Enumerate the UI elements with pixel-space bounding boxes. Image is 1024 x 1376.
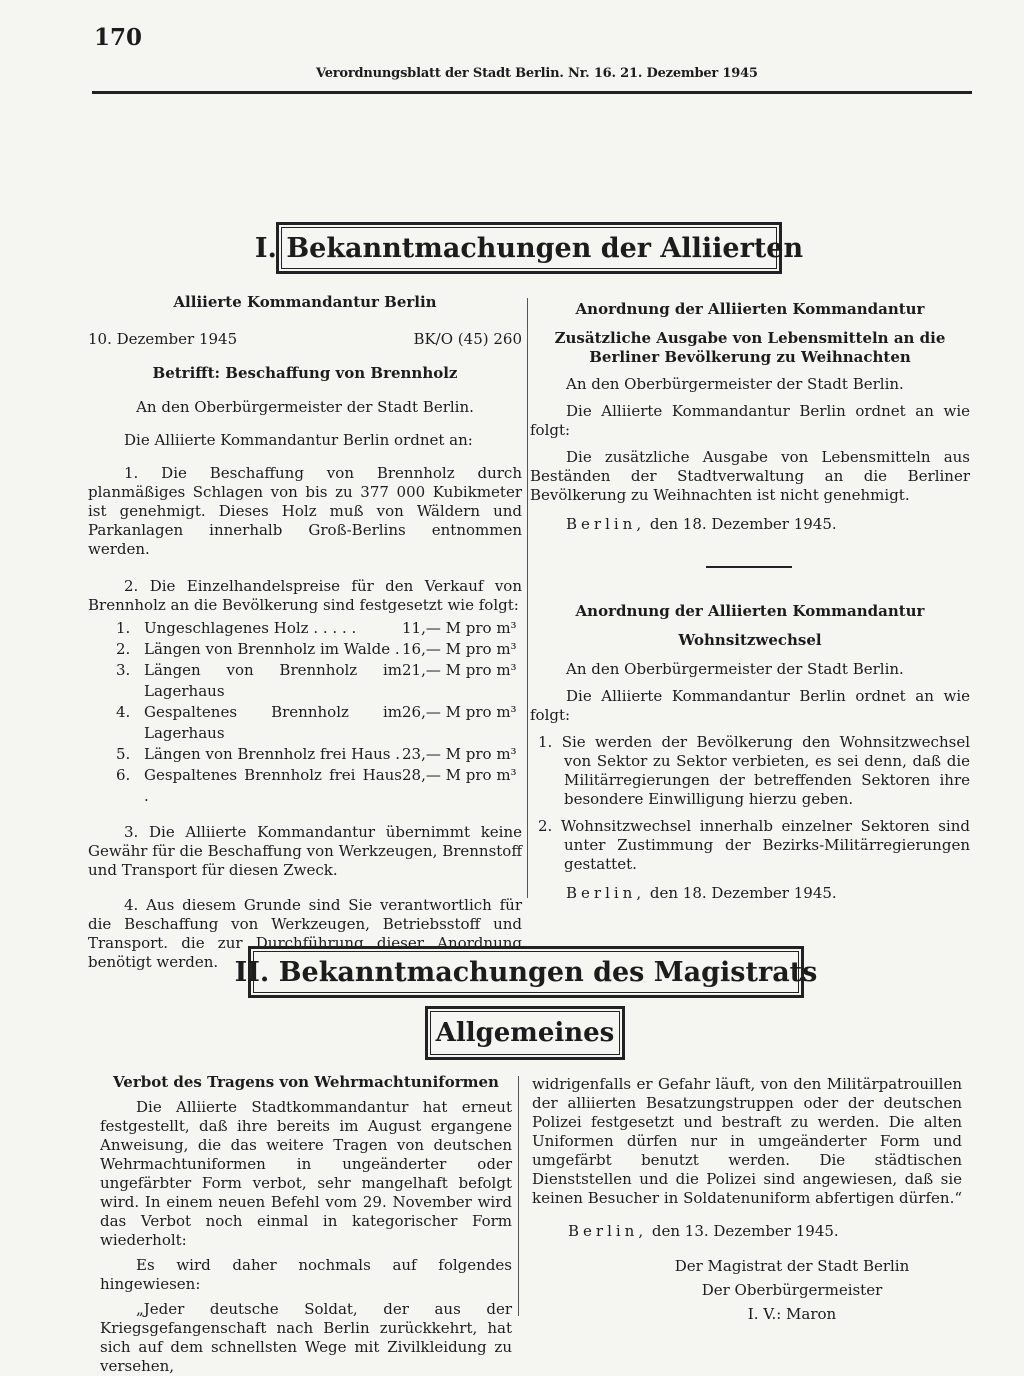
order2-date: den 18. Dezember 1945. xyxy=(649,884,837,902)
paragraph-3: 3. Die Alliierte Kommandantur übernimmt keine Gewähr für die Beschaffung von Werkzeugen, Brennstoff und Transport für diesen Zweck. xyxy=(88,823,522,879)
price-value: 28,— M pro m³ xyxy=(402,766,517,784)
price-item: Längen von Brennholz im Lagerhaus xyxy=(144,661,402,700)
order1-intro: Die Alliierte Kommandantur Berlin ordnet an wie folgt: xyxy=(530,402,970,439)
section-separator xyxy=(706,566,792,568)
date-line xyxy=(88,330,522,349)
price-value: 16,— M pro m³ xyxy=(402,640,517,658)
column-divider xyxy=(527,298,528,898)
paragraph-2: 2. Die Einzelhandelspreise für den Verkauf von Brennholz an die Bevölkerung sind festgesetzt wie folgt: xyxy=(88,577,522,614)
subject-line: Betrifft: Beschaffung von Brennholz xyxy=(152,364,458,382)
price-value: 23,— M pro m³ xyxy=(402,745,517,763)
order2-title: Anordnung der Alliierten Kommandantur xyxy=(575,602,925,620)
price-row xyxy=(116,765,522,807)
price-item: Ungeschlagenes Holz . . . . . xyxy=(144,619,357,637)
page-number: 170 xyxy=(94,24,143,51)
notice-paragraph-2: Es wird daher nochmals auf folgendes hingewiesen: xyxy=(100,1256,512,1293)
order1-title: Anordnung der Alliierten Kommandantur xyxy=(575,300,925,318)
price-item: Gespaltenes Brennholz frei Haus . xyxy=(144,766,402,805)
notice-place: Berlin, xyxy=(568,1222,648,1240)
order2-date-line xyxy=(530,884,970,903)
section1-left-column xyxy=(88,293,522,972)
price-num: 1. xyxy=(116,619,131,637)
section2-left-column xyxy=(100,1073,512,1376)
price-num: 6. xyxy=(116,766,131,784)
order2-intro: Die Alliierte Kommandantur Berlin ordnet an wie folgt: xyxy=(530,687,970,724)
authority-heading: Alliierte Kommandantur Berlin xyxy=(173,293,437,311)
signatory-2: Der Oberbürgermeister xyxy=(701,1281,883,1299)
price-value: 21,— M pro m³ xyxy=(402,661,517,679)
signatory-1: Der Magistrat der Stadt Berlin xyxy=(674,1257,910,1275)
order-date: 10. Dezember 1945 xyxy=(88,330,238,348)
notice-paragraph-1: Die Alliierte Stadtkommandantur hat erneut festgestellt, daß ihre bereits im August ergangene Anweisung, die das weitere Tragen von deutschen Wehrmachtuniformen in ungeänderter oder ungefärbter Form verbot, sehr mangelhaft befolgt wird. In einem neuen Befehl vom 29. November wird das Verbot noch einmal in kategorischer Form wiederholt: xyxy=(100,1098,512,1249)
price-item: Gespaltenes Brennholz im Lagerhaus xyxy=(144,703,402,742)
order2-place: Berlin, xyxy=(566,884,646,902)
notice-heading: Verbot des Tragens von Wehrmachtuniformen xyxy=(113,1073,499,1091)
notice-continuation: widrigenfalls er Gefahr läuft, von den Militärpatrouillen der alliierten Besatzungstruppen oder der deutschen Polizei festgesetzt und bestraft zu werden. Die alten Uniformen dürfen nur in umgeänderter Form und umgefärbt benutzt werden. Die städtischen Dienststellen und die Polizei sind angewiesen, daß sie keinen Besucher in Soldatenuniform abfertigen dürfen.“ xyxy=(532,1075,963,1207)
order2-item-2: 2. Wohnsitzwechsel innerhalb einzelner Sektoren sind unter Zustimmung der Bezirks-Militärregierungen gestattet. xyxy=(538,817,970,873)
signatory-3: I. V.: Maron xyxy=(747,1305,837,1323)
price-table xyxy=(88,618,522,807)
section2-right-column xyxy=(532,1075,962,1324)
price-row xyxy=(116,702,522,744)
running-head: Verordnungsblatt der Stadt Berlin. Nr. 16. 21. Dezember 1945 xyxy=(316,66,758,81)
notice-date: den 13. Dezember 1945. xyxy=(651,1222,839,1240)
price-num: 2. xyxy=(116,640,131,658)
order-reference: BK/O (45) 260 xyxy=(413,330,522,348)
order1-date: den 18. Dezember 1945. xyxy=(649,515,837,533)
section1-right-column xyxy=(530,300,970,534)
order2-item-1: 1. Sie werden der Bevölkerung den Wohnsitzwechsel von Sektor zu Sektor verbieten, es sei denn, daß die Militärregierungen der betreffenden Sektoren ihre besondere Einwilligung hierzu geben. xyxy=(538,733,970,808)
price-item: Längen von Brennholz im Walde . xyxy=(144,640,400,658)
notice-date-line xyxy=(532,1222,962,1241)
paragraph-1: 1. Die Beschaffung von Brennholz durch planmäßiges Schlagen von bis zu 377 000 Kubikmeter ist genehmigt. Dieses Holz muß von Wäldern und Parkanlagen innerhalb Groß-Berlins entnommen werden. xyxy=(88,464,522,558)
intro-line: Die Alliierte Kommandantur Berlin ordnet an: xyxy=(124,431,473,449)
order1-place: Berlin, xyxy=(566,515,646,533)
price-row xyxy=(116,618,522,639)
section1-title: I. Bekanntmachungen der Alliierten xyxy=(276,222,782,274)
paragraph-4: 4. Aus diesem Grunde sind Sie verantwortlich für die Beschaffung von Werkzeugen, Betriebsstoff und Transport. die zur Durchführung dieser Anordnung benötigt werden. xyxy=(88,896,522,971)
price-num: 5. xyxy=(116,745,131,763)
order1-addressee: An den Oberbürgermeister der Stadt Berlin. xyxy=(566,375,904,393)
column-divider-2 xyxy=(518,1076,519,1316)
price-item: Längen von Brennholz frei Haus . xyxy=(144,745,401,763)
addressee: An den Oberbürgermeister der Stadt Berlin. xyxy=(136,398,474,416)
notice-paragraph-3: „Jeder deutsche Soldat, der aus der Kriegsgefangenschaft nach Berlin zurückkehrt, hat sich auf dem schnellsten Wege mit Zivilkleidung zu versehen, xyxy=(100,1300,512,1375)
order2-subtitle: Wohnsitzwechsel xyxy=(678,631,822,649)
order1-subtitle: Zusätzliche Ausgabe von Lebensmitteln an die Berliner Bevölkerung zu Weihnachten xyxy=(554,329,946,366)
price-value: 26,— M pro m³ xyxy=(402,703,517,721)
order2-block xyxy=(530,602,970,903)
section2-title: II. Bekanntmachungen des Magistrats xyxy=(248,946,804,998)
order2-addressee: An den Oberbürgermeister der Stadt Berlin. xyxy=(566,660,904,678)
price-num: 3. xyxy=(116,661,131,679)
subsection-title: Allgemeines xyxy=(425,1006,625,1060)
price-row xyxy=(116,744,522,765)
order1-body: Die zusätzliche Ausgabe von Lebensmitteln aus Beständen der Stadtverwaltung an die Berliner Bevölkerung zu Weihnachten ist nicht genehmigt. xyxy=(530,448,970,504)
price-row xyxy=(116,660,522,702)
signature-block xyxy=(532,1257,962,1324)
header-rule xyxy=(92,91,972,94)
price-value: 11,— M pro m³ xyxy=(402,619,517,637)
price-row xyxy=(116,639,522,660)
price-num: 4. xyxy=(116,703,131,721)
order1-date-line xyxy=(530,515,970,534)
